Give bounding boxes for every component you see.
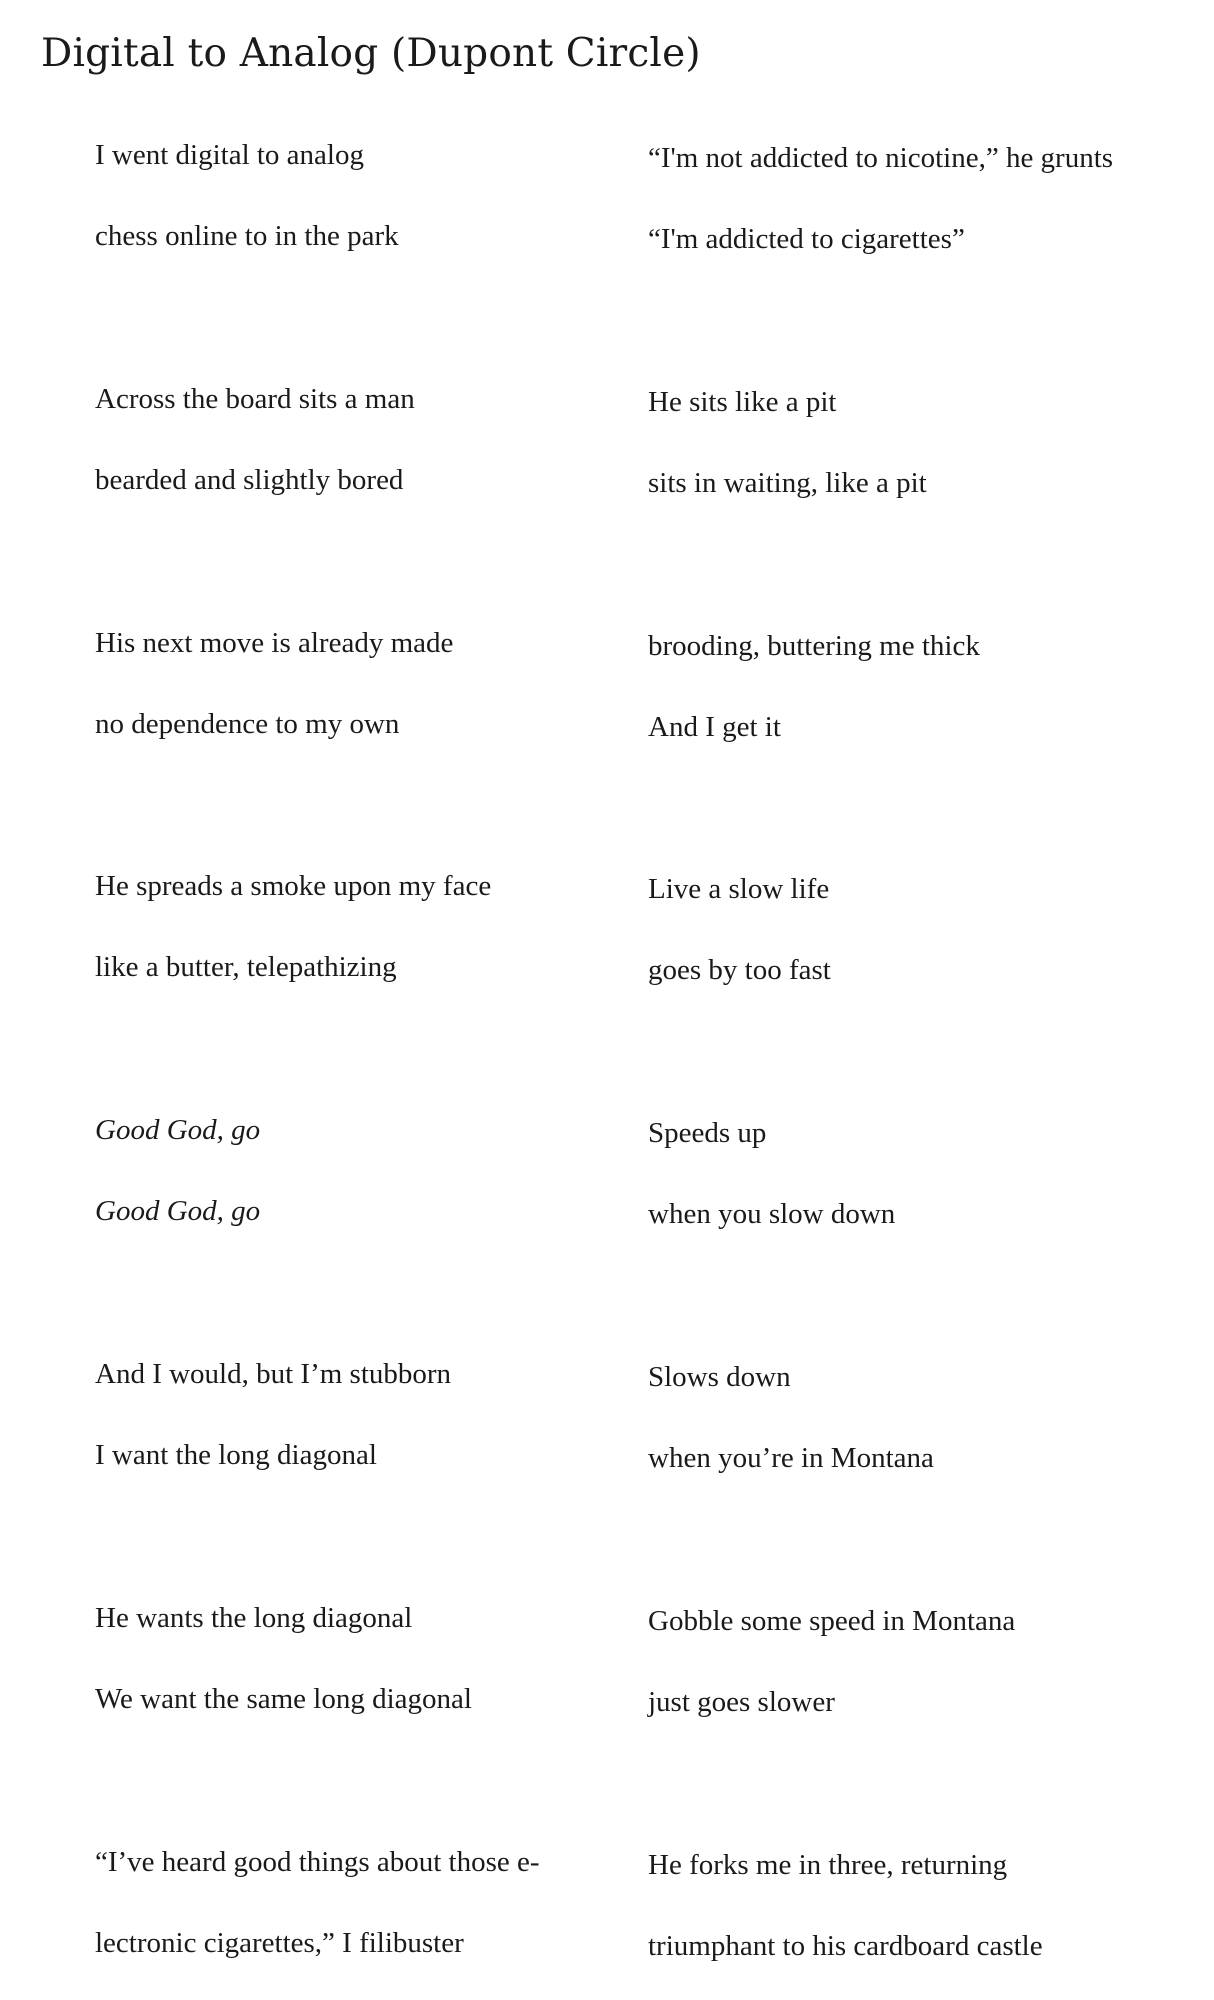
poem-line: bearded and slightly bored	[95, 464, 404, 496]
poem-line: Speeds up	[648, 1117, 767, 1149]
poem-line: We want the same long diagonal	[95, 1683, 472, 1715]
stanza-right-3	[648, 626, 1208, 747]
poem-line: no dependence to my own	[95, 708, 400, 740]
poem-line: Live a slow life	[648, 873, 830, 905]
poem-line: Good God, go	[95, 1195, 261, 1227]
stanza-left-5	[95, 1110, 655, 1231]
poem-line: His next move is already made	[95, 627, 454, 659]
poem-line: like a butter, telepathizing	[95, 951, 397, 983]
poem-line: goes by too fast	[648, 954, 831, 986]
poem-line: I want the long diagonal	[95, 1439, 377, 1471]
poem-line: “I'm not addicted to nicotine,” he grunts	[648, 142, 1114, 174]
stanza-right-7	[648, 1601, 1208, 1722]
poem-line: I went digital to analog	[95, 139, 364, 171]
stanza-left-2	[95, 379, 655, 500]
poem-line: Gobble some speed in Montana	[648, 1605, 1016, 1637]
poem-line: He forks me in three, returning	[648, 1849, 1008, 1881]
poem-line: He sits like a pit	[648, 386, 837, 418]
poem-line: And I would, but I’m stubborn	[95, 1358, 452, 1390]
stanza-left-3	[95, 623, 655, 744]
stanza-right-1	[648, 138, 1208, 259]
poem-line: And I get it	[648, 711, 781, 743]
poem-line: when you’re in Montana	[648, 1442, 934, 1474]
poem-line: lectronic cigarettes,” I filibuster	[95, 1927, 464, 1959]
stanza-right-6	[648, 1357, 1208, 1478]
stanza-right-8	[648, 1845, 1208, 1966]
poem-line: sits in waiting, like a pit	[648, 467, 927, 499]
poem-line: Slows down	[648, 1361, 791, 1393]
poem-line: triumphant to his cardboard castle	[648, 1930, 1043, 1962]
stanza-right-5	[648, 1113, 1208, 1234]
poem-line: “I’ve heard good things about those e-	[95, 1846, 540, 1878]
poem-line: when you slow down	[648, 1198, 896, 1230]
stanza-left-6	[95, 1354, 655, 1475]
poem-title: Digital to Analog (Dupont Circle)	[41, 31, 701, 76]
poem-line: He wants the long diagonal	[95, 1602, 413, 1634]
poem-line: “I'm addicted to cigarettes”	[648, 223, 965, 255]
stanza-left-8	[95, 1842, 655, 1963]
stanza-right-2	[648, 382, 1208, 503]
poem-line: just goes slower	[648, 1686, 835, 1718]
poem-line: brooding, buttering me thick	[648, 630, 980, 662]
stanza-left-7	[95, 1598, 655, 1719]
poem-line: chess online to in the park	[95, 220, 399, 252]
stanza-left-1	[95, 135, 655, 256]
poem-line: Good God, go	[95, 1114, 261, 1146]
poem-line: He spreads a smoke upon my face	[95, 870, 492, 902]
stanza-right-4	[648, 869, 1208, 990]
poem-line: Across the board sits a man	[95, 383, 415, 415]
stanza-left-4	[95, 866, 655, 987]
